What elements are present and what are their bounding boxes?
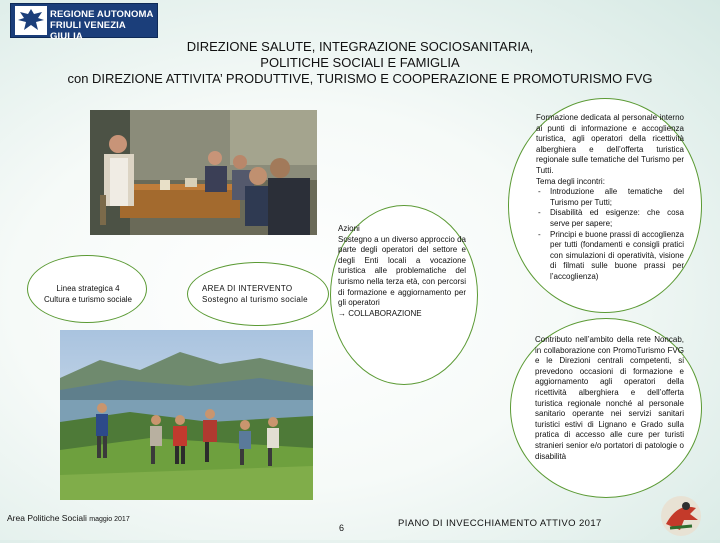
azioni-title: Azioni [338, 224, 360, 233]
formazione-temi-title: Tema degli incontri: [536, 176, 605, 186]
footer-left [7, 513, 130, 523]
header-line-3: con DIREZIONE ATTIVITA’ PRODUTTIVE, TURISMO E COOPERAZIONE E PROMOTURISMO FVG [67, 71, 653, 86]
header-line-1: DIREZIONE SALUTE, INTEGRAZIONE SOCIOSANITARIA, [186, 39, 534, 54]
contributo-oval [510, 318, 702, 498]
logo-line-2: FRIULI VENEZIA GIULIA [50, 20, 126, 42]
formazione-intro: Formazione dedicata al personale interno ai punti di informazione e accoglienza turistica, agli operatori della ricettività alberghiera e dell’offerta turistica regionale sulle tematiche del Turismo per Tutti. [536, 113, 684, 175]
header-line-2: POLITICHE SOCIALI E FAMIGLIA [260, 55, 460, 70]
footer-plan-title: PIANO DI INVECCHIAMENTO ATTIVO 2017 [398, 518, 602, 529]
cooking-class-photo [90, 110, 317, 235]
area-title: AREA DI INTERVENTO [202, 284, 293, 293]
region-logo [10, 3, 158, 42]
linea-strategica-oval [27, 255, 147, 323]
contributo-text: Contributo nell’ambito della rete Noncab, in collaborazione con PromoTurismo FVG e le Direzioni centrali competenti, si prevedono occasioni di formazione e aggiornamento agli operatori della ricettività alberghiera e dell’offerta turistica regionale nonché al personale sanitario operante nei servizi sanitari turistici estivi di Lignano e Grado sulla pratica di accesso alle cure per turisti stranieri senior e/o portatori di patologie o disabilità [535, 335, 684, 461]
area-intervento-oval [187, 262, 329, 326]
area-subtitle: Sostegno al turismo sociale [202, 295, 308, 304]
linea-title: Linea strategica 4 [56, 284, 120, 293]
azioni-collaborazione [338, 309, 466, 320]
list-item: - Disabilità ed esigenze: che cosa serve per sapere; [550, 208, 684, 229]
hikers-lake-photo [60, 330, 313, 500]
arrow-right-icon: → [338, 308, 346, 318]
logo-line-1: REGIONE AUTONOMA [50, 9, 154, 20]
formazione-oval [508, 98, 702, 313]
list-item: - Principi e buone prassi di accoglienza per tutti (fondamenti e consigli pratici con simulazioni di operatività, visione di filmati sulle buone prassi per l’accoglienza) [550, 230, 684, 283]
formazione-temi-list [536, 187, 684, 282]
collaborazione-label: COLLABORAZIONE [348, 308, 422, 318]
page-number: 6 [339, 523, 345, 533]
footer-date: maggio 2017 [89, 516, 130, 523]
linea-subtitle: Cultura e turismo sociale [43, 295, 133, 304]
mascot-icon [656, 494, 706, 538]
list-item: - Introduzione alle tematiche del Turismo per Tutti; [550, 187, 684, 208]
eagle-icon [15, 6, 47, 35]
footer-area-label: Area Politiche Sociali [7, 513, 87, 523]
azioni-oval [330, 205, 478, 385]
azioni-body: Sostegno a un diverso approccio da parte degli operatori del settore e degli Enti locali a vocazione turistica alle problematiche del turismo nella terza età, con percorsi di formazione e aggiornamento per gli operatori [338, 234, 466, 308]
page-header [0, 39, 720, 87]
